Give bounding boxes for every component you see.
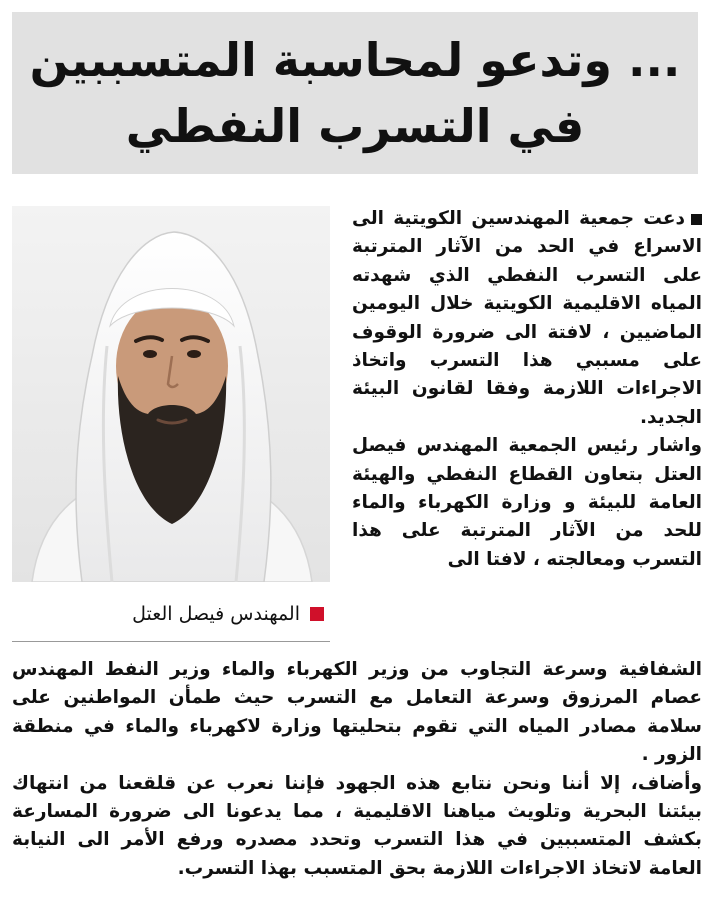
caption-divider bbox=[12, 641, 330, 642]
caption-text: المهندس فيصل العتل bbox=[132, 603, 300, 625]
headline-line-2: في التسرب النفطي bbox=[125, 99, 585, 153]
portrait-photo bbox=[12, 206, 330, 582]
article-paragraph-2-start: واشار رئيس الجمعية المهندس فيصل العتل بتعاون القطاع النفطي والهيئة العامة للبيئة و وزارة الكهرباء والماء للحد من الآثار المترتبة على هذا التسرب ومعالجته ، لافتا الى bbox=[352, 435, 702, 570]
headline-box bbox=[12, 12, 698, 174]
photo-caption bbox=[12, 594, 330, 634]
article-paragraph-3: وأضاف، إلا أننا ونحن نتابع هذه الجهود فإننا نعرب عن قلقعنا من انتهاك بيئتنا البحرية وتلويث مياهنا الاقليمية ، مما يدعونا الى ضرورة المسارعة بكشف المتسببين في هذا التسرب وتحدد مصدره ورفع الأمر الى النيابة العامة لاتخاذ الاجراءات اللازمة بحق المتسبب بهذا التسرب. bbox=[12, 772, 702, 879]
article-column-right bbox=[352, 205, 702, 574]
article-paragraph-1-text: دعت جمعية المهندسين الكويتية الى الاسراع في الحد من الآثار المترتبة على التسرب النفطي الذي شهدته المياه الاقليمية الكويتية خلال اليومين الماضيين ، لافتة الى ضرورة الوقوف على مسببي هذا التسرب واتخاذ الاجراءات اللازمة وفقا لقانون البيئة الجديد. bbox=[352, 208, 702, 428]
article-column-full bbox=[12, 656, 702, 883]
bullet-square-icon bbox=[691, 214, 702, 225]
article-paragraph-2-end: الشفافية وسرعة التجاوب من وزير الكهرباء والماء وزير النفط المهندس عصام المرزوق وسرعة التعامل مع التسرب حيث طمأن المواطنين على سلامة مصادر المياه التي تقوم بتحليتها وزارة لاكهرباء والماء في منطقة الزور . bbox=[12, 659, 702, 766]
caption-marker-square bbox=[310, 607, 324, 621]
article-paragraph-1 bbox=[352, 205, 702, 432]
portrait-illustration bbox=[12, 206, 330, 582]
headline-line-1: ... وتدعو لمحاسبة المتسببين bbox=[29, 33, 681, 87]
